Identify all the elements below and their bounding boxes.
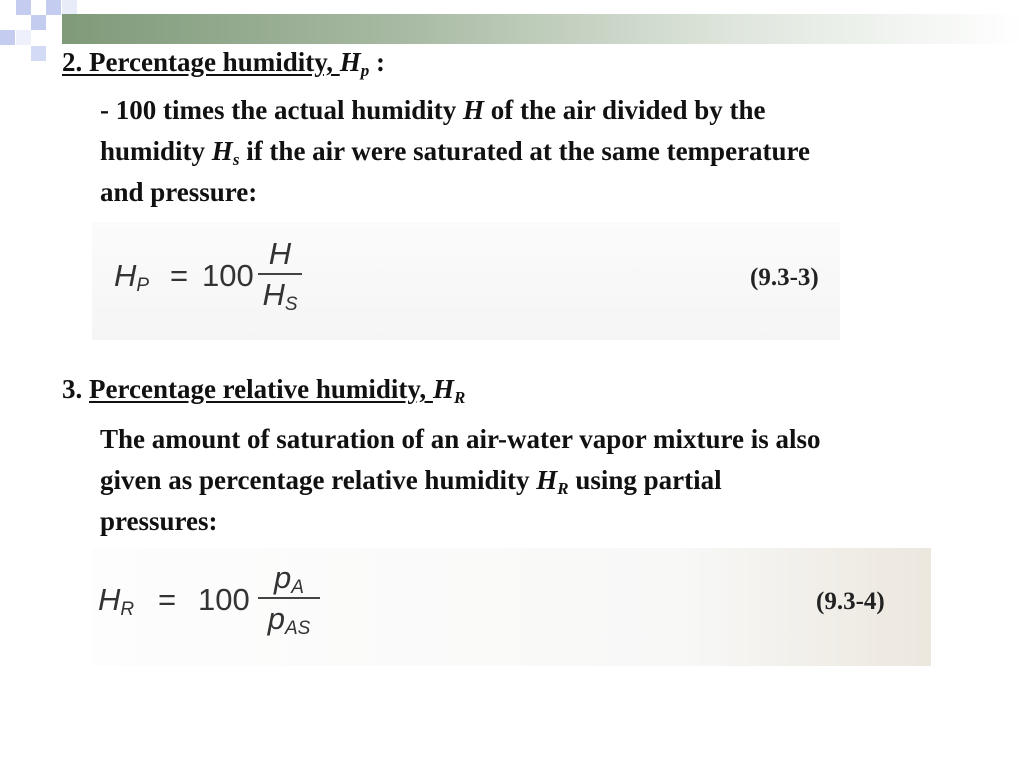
equation-number: (9.3-4) (816, 588, 885, 615)
equation-9-3-3 (92, 222, 840, 340)
equation-number: (9.3-3) (750, 264, 819, 291)
equation-9-3-4 (92, 548, 931, 666)
section-2-line-2: humidity $H_s$ if the air were saturated at the same temperature (100, 136, 811, 169)
equation-lhs: $H_R$ (98, 582, 135, 620)
section-2-description (100, 90, 1024, 213)
equation-equals: = (158, 582, 177, 617)
equation-fraction: $p_A$ $p_{AS}$ (258, 560, 320, 637)
section-2-line-3: and pressure: (100, 177, 258, 207)
section-3-line-2: given as percentage relative humidity $H_R$ using partial (100, 465, 722, 498)
section-3-description (100, 419, 1024, 542)
equation-lhs: $H_P$ (114, 258, 150, 296)
title-bar-decoration (62, 14, 1024, 44)
equation-coefficient: 100 (198, 582, 250, 617)
section-2-heading: 2. Percentage humidity, $H_p$ : (62, 47, 385, 80)
equation-coefficient: 100 (202, 258, 254, 293)
equation-equals: = (170, 258, 189, 293)
section-3-line-1: The amount of saturation of an air-water vapor mixture is also (100, 424, 821, 454)
section-3-heading: 3. Percentage relative humidity, $H_R$ (62, 374, 466, 407)
section-3-line-3: pressures: (100, 506, 218, 536)
section-2-line-1: - 100 times the actual humidity H of the air divided by the (100, 95, 766, 125)
equation-fraction: H $H_S$ (258, 236, 302, 313)
